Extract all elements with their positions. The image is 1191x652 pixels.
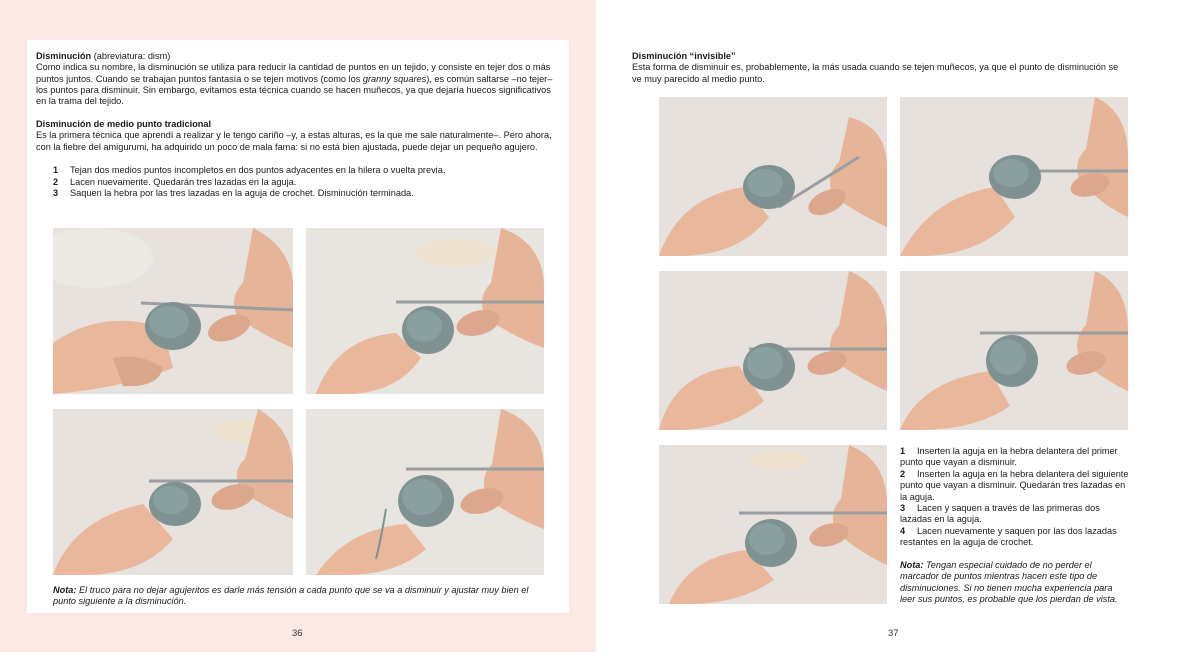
photo-left-4 (306, 409, 544, 575)
right-note-label: Nota: (900, 560, 924, 570)
left-step-3 (53, 188, 553, 199)
photo-right-4 (900, 271, 1128, 430)
photo-right-3 (659, 271, 887, 430)
photo-left-2 (306, 228, 544, 394)
left-step-number: 2 (53, 177, 59, 187)
right-step-text: Inserten la aguja en la hebra delantera del siguiente punto que vayan a disminuir. Quedarán tres lazadas en la aguja. (900, 469, 1129, 502)
right-step-number: 2 (900, 469, 906, 479)
section2-body: Es la primera técnica que aprendí a realizar y le tengo cariño –y, a estas alturas, es la que me sale naturalmente–. Pero ahora, con la fiebre del amigurumi, ha adquirido un poco de mala fama: si no está bien ajustada, puede dejar un pequeño agujero. (36, 130, 552, 152)
right-note (900, 560, 1130, 605)
photo-right-5 (659, 445, 887, 604)
left-page-number: 36 (292, 628, 303, 639)
section1-paragraph (36, 51, 560, 107)
left-step-text: Tejan dos medios puntos incompletos en dos puntos adyacentes en la hilera o vuelta previa. (70, 165, 446, 175)
right-step-text: Inserten la aguja en la hebra delantera del primer punto que vayan a disminuir. (900, 446, 1118, 468)
right-body: Esta forma de disminuir es, probablemente, la más usada cuando se tejen muñecos, ya que el punto de disminución se ve muy parecido al medio punto. (632, 62, 1119, 84)
left-step-number: 3 (53, 188, 59, 198)
right-page-number: 37 (888, 628, 899, 639)
photo-left-1 (53, 228, 293, 394)
section1-abbrev: (abreviatura: dism) (91, 51, 171, 61)
right-step-2 (900, 469, 1130, 503)
left-step-text: Lacen nuevamente. Quedarán tres lazadas en la aguja. (70, 177, 297, 187)
right-step-number: 3 (900, 503, 906, 513)
section1-body-a: Como indica su nombre, la disminución se utiliza para reducir la cantidad de puntos en un tejido, y consiste en tejer dos o más puntos juntos. Cuando se trabajan puntos fantasía o se tejen motivos (como los (36, 62, 551, 84)
right-step-number: 4 (900, 526, 906, 536)
right-title: Disminución “invisible” (632, 51, 736, 61)
left-note (53, 585, 553, 608)
right-step-1 (900, 446, 1130, 469)
left-note-label: Nota: (53, 585, 77, 595)
right-step-text: Lacen nuevamente y saquen por las dos lazadas restantes en la aguja de crochet. (900, 526, 1117, 548)
photo-right-1 (659, 97, 887, 256)
left-step-number: 1 (53, 165, 59, 175)
right-step-text: Lacen y saquen a través de las primeras dos lazadas en la aguja. (900, 503, 1100, 525)
left-note-text: El truco para no dejar agujeritos es darle más tensión a cada punto que se va a disminuir y ajustar muy bien el punto siguiente a la disminución. (53, 585, 529, 607)
section2-paragraph (36, 119, 560, 153)
left-step-2 (53, 177, 553, 188)
right-intro-paragraph (632, 51, 1129, 85)
right-note-text: Tengan especial cuidado de no perder el marcador de puntos mientras hacen este tipo de disminuciones. Si no tienen mucha experiencia para leer sus puntos, es probable que los pierdan de vista. (900, 560, 1118, 604)
right-step-number: 1 (900, 446, 906, 456)
section1-body-italic: granny squares (362, 73, 427, 84)
left-step-1 (53, 165, 553, 176)
photo-right-2 (900, 97, 1128, 256)
section1-title: Disminución (36, 51, 92, 61)
right-step-3 (900, 503, 1130, 526)
left-step-text: Saquen la hebra por las tres lazadas en la aguja de crochet. Disminución terminada. (70, 188, 414, 198)
section2-title: Disminución de medio punto tradicional (36, 119, 212, 129)
right-step-4 (900, 526, 1130, 549)
photo-left-3 (53, 409, 293, 575)
section1-body-b: ), es común saltarse –no tejer– los puntos para disminuir. Sin embargo, evitamos esta técnica cuando se hacen muñecos, ya que dejaría huecos significativos en la trama del tejido. (36, 73, 553, 107)
